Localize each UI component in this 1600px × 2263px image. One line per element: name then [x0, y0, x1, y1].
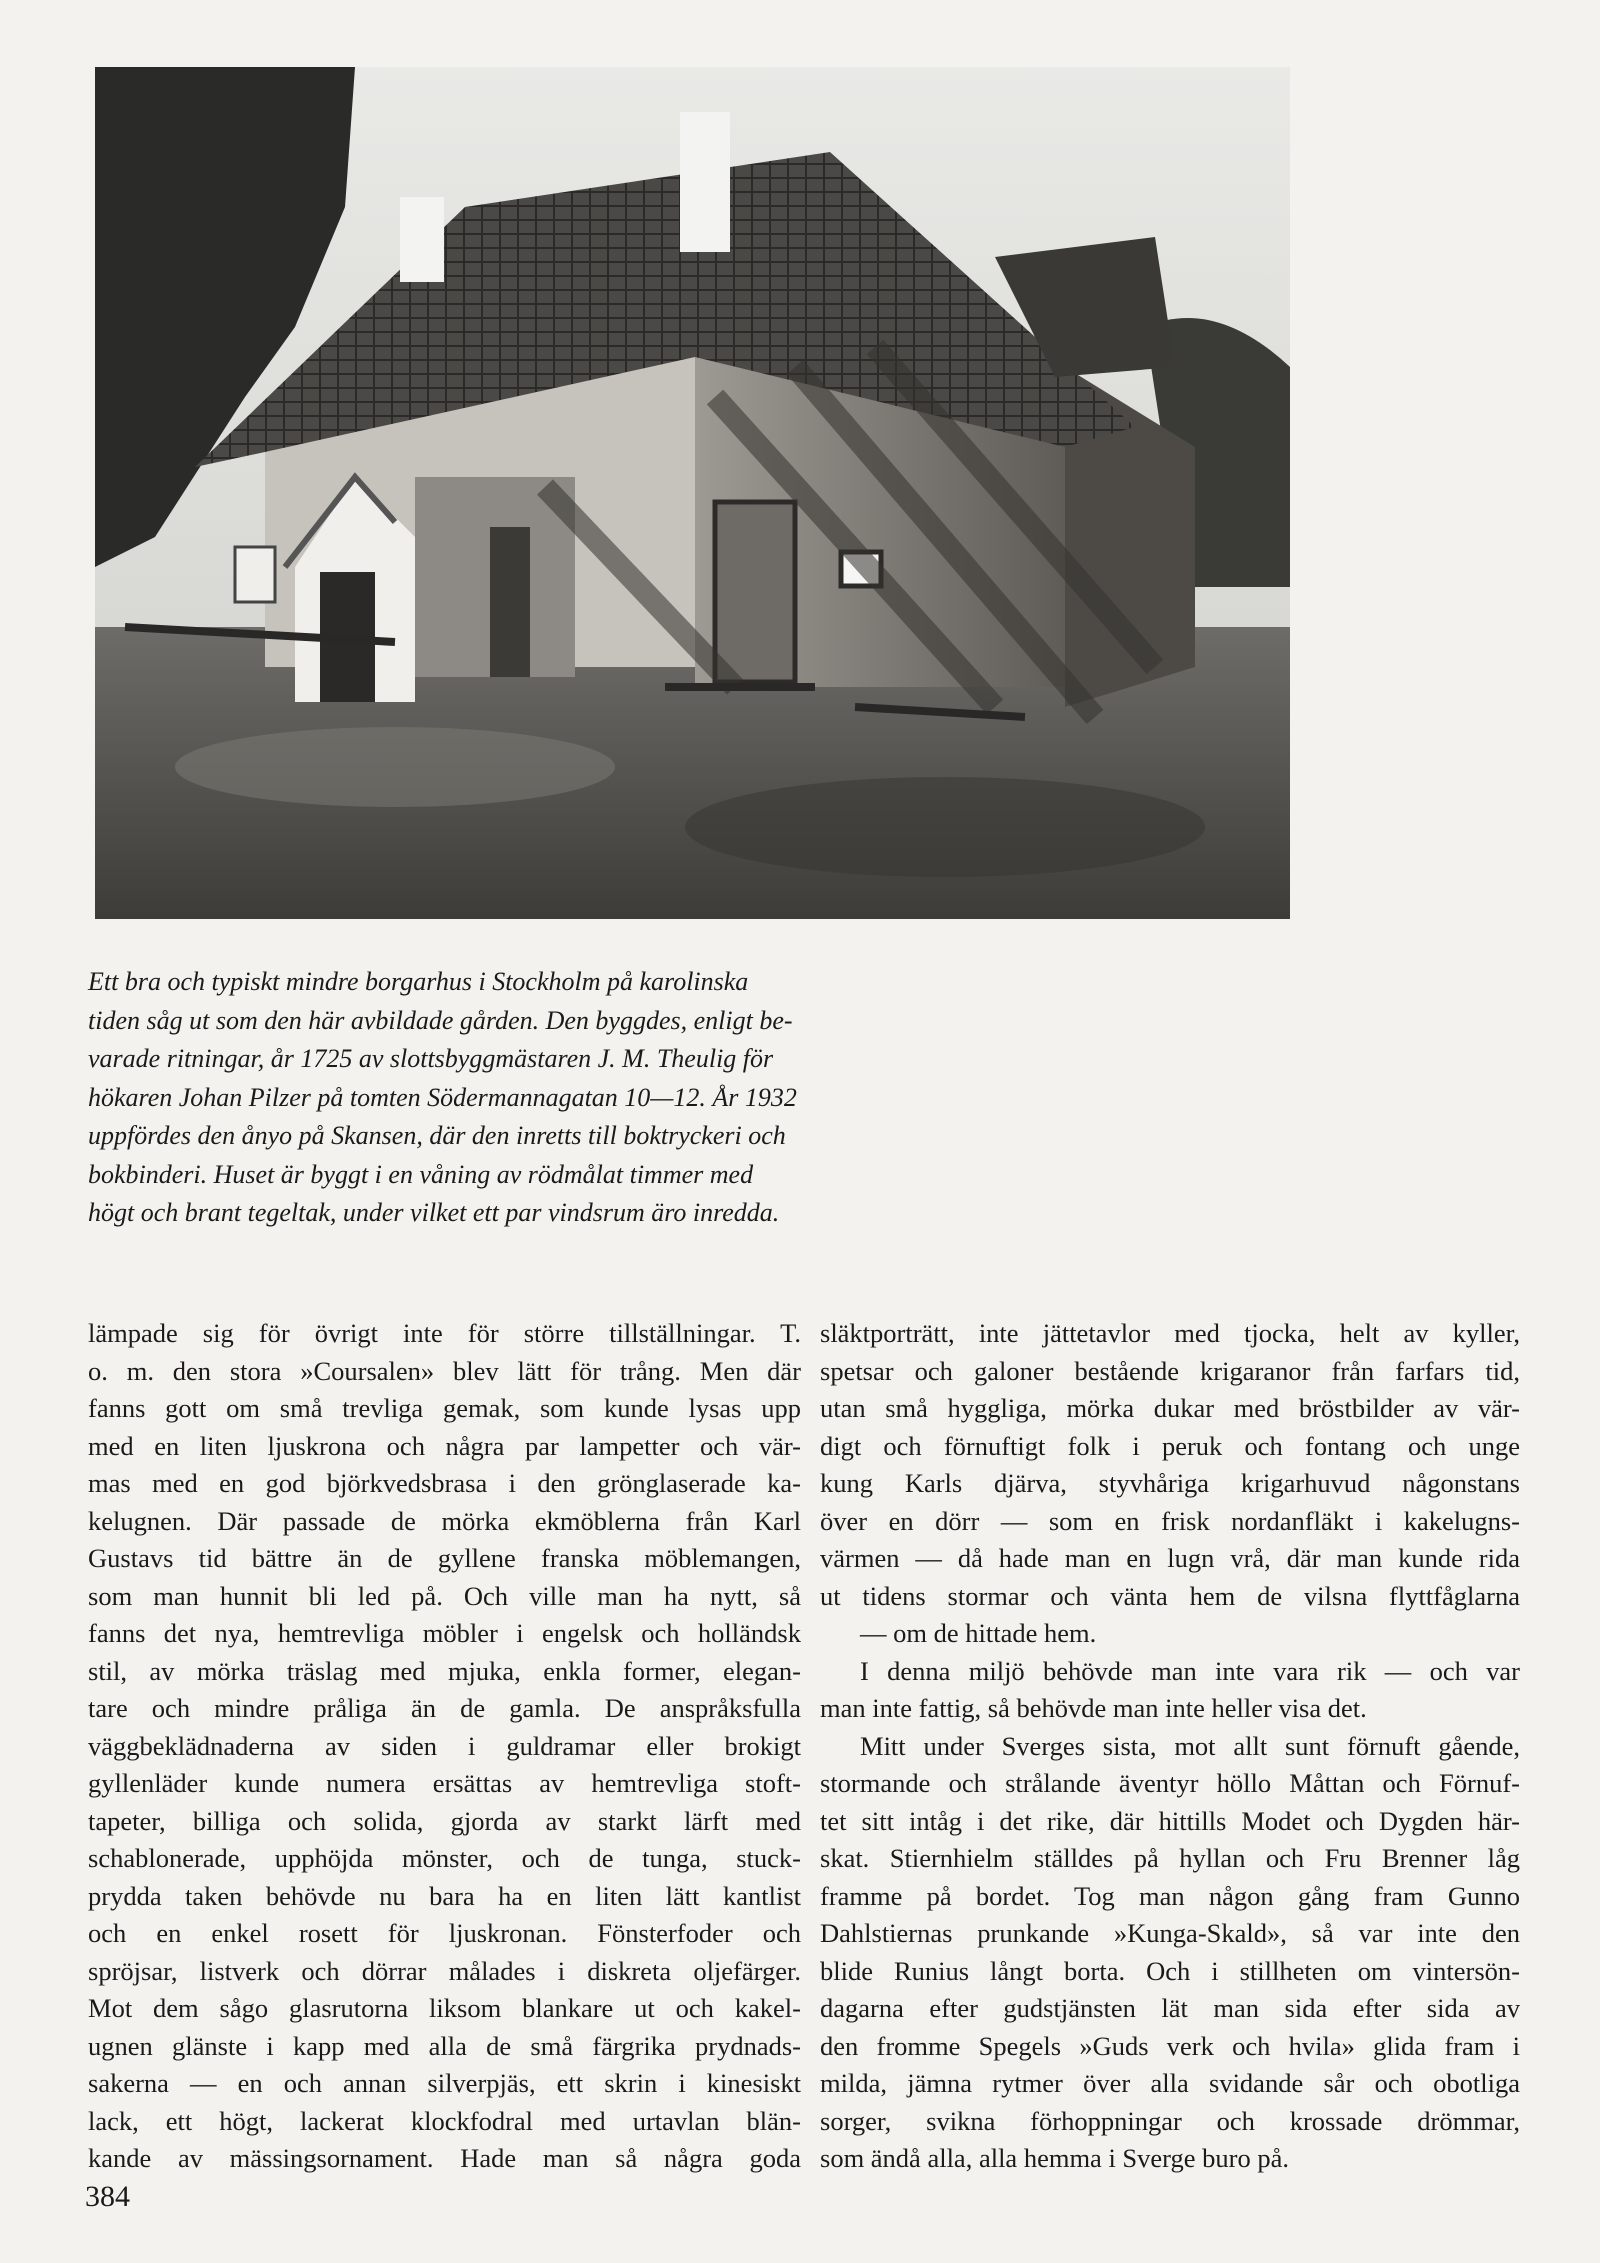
body-line: väggbeklädnaderna av siden i guldramar eller brokigt	[88, 1730, 801, 1761]
body-line: den fromme Spegels »Guds verk och hvila» glida fram i	[820, 2030, 1520, 2061]
body-line: med en liten ljuskrona och några par lampetter och vär-	[88, 1430, 801, 1461]
caption-line: Ett bra och typiskt mindre borgarhus i Stockholm på karolinska	[88, 967, 749, 996]
left-text-column	[88, 1315, 801, 2178]
body-line: tapeter, billiga och solida, gjorda av starkt lärft med	[88, 1805, 801, 1836]
body-line: o. m. den stora »Coursalen» blev lätt för trång. Men där	[88, 1355, 801, 1386]
body-line: lämpade sig för övrigt inte för större tillställningar. T.	[88, 1318, 801, 1348]
body-line: blide Runius långt borta. Och i stillheten om vintersön-	[820, 1955, 1520, 1986]
caption-line: högt och brant tegeltak, under vilket ett par vindsrum äro inredda.	[88, 1198, 780, 1227]
body-line: släktporträtt, inte jättetavlor med tjocka, helt av kyller,	[820, 1318, 1520, 1348]
body-line: fanns det nya, hemtrevliga möbler i engelsk och holländsk	[88, 1618, 801, 1648]
body-line: Mot dem sågo glasrutorna liksom blankare ut och kakel-	[88, 1993, 801, 2023]
body-line: kelugnen. Där passade de mörka ekmöblerna från Karl	[88, 1505, 801, 1536]
body-line: framme på bordet. Tog man någon gång fram Gunno	[820, 1880, 1520, 1911]
body-line: milda, jämna rytmer över alla svidande sår och obotliga	[820, 2068, 1520, 2098]
caption-line: varade ritningar, år 1725 av slottsbyggmästaren J. M. Theulig för	[88, 1044, 774, 1073]
page-number: 384	[85, 2180, 130, 2213]
body-line: dagarna efter gudstjänsten lät man sida efter sida av	[820, 1993, 1520, 2023]
body-line: fanns gott om små trevliga gemak, som kunde lysas upp	[88, 1393, 801, 1423]
body-line: I denna miljö behövde man inte vara rik — och var	[860, 1655, 1520, 1686]
body-line: över en dörr — som en frisk nordanfläkt i kakelugns-	[820, 1505, 1520, 1536]
body-line: man inte fattig, så behövde man inte heller visa det.	[820, 1693, 1367, 1723]
right-text-column	[820, 1315, 1520, 2178]
body-line: digt och förnuftigt folk i peruk och fontang och unge	[820, 1430, 1520, 1461]
body-line: Mitt under Sverges sista, mot allt sunt förnuft gående,	[860, 1730, 1520, 1761]
body-line: Gustavs tid bättre än de gyllene franska möblemangen,	[88, 1543, 801, 1573]
body-line: mas med en god björkvedsbrasa i den grönglaserade ka-	[88, 1468, 801, 1498]
body-line: lack, ett högt, lackerat klockfodral med urtavlan blän-	[88, 2105, 801, 2136]
body-line: tare och mindre pråliga än de gamla. De anspråksfulla	[88, 1693, 801, 1723]
caption-line: bokbinderi. Huset är byggt i en våning av rödmålat timmer med	[88, 1159, 754, 1189]
body-line: spröjsar, listverk och dörrar målades i diskreta oljefärger.	[88, 1955, 801, 1986]
body-line: som man hunnit bli led på. Och ville man ha nytt, så	[88, 1580, 801, 1611]
body-line: prydda taken behövde nu bara ha en liten lätt kantlist	[88, 1880, 801, 1911]
body-line: — om de hittade hem.	[860, 1618, 1097, 1648]
caption-line: hökaren Johan Pilzer på tomten Södermannagatan 10—12. År 1932	[88, 1082, 797, 1112]
body-line: spetsar och galoner bestående krigaranor från farfars tid,	[820, 1355, 1520, 1386]
house-photograph	[95, 67, 1290, 919]
body-line: och en enkel rosett för ljuskronan. Fönsterfoder och	[88, 1918, 801, 1948]
body-line: värmen — då hade man en lugn vrå, där man kunde rida	[820, 1543, 1520, 1573]
body-line: ugnen glänste i kapp med alla de små färgrika prydnads-	[88, 2030, 801, 2061]
body-line: kande av mässingsornament. Hade man så några goda	[88, 2143, 801, 2173]
body-line: schablonerade, upphöjda mönster, och de tunga, stuck-	[88, 1843, 801, 1873]
body-line: skat. Stiernhielm ställdes på hyllan och Fru Brenner låg	[820, 1843, 1520, 1873]
body-line: Dahlstiernas prunkande »Kunga-Skald», så var inte den	[820, 1918, 1520, 1948]
house-photo-icon	[95, 67, 1290, 919]
body-line: som ändå alla, alla hemma i Sverge buro på.	[820, 2143, 1290, 2173]
body-line: kung Karls djärva, styvhåriga krigarhuvud någonstans	[820, 1468, 1520, 1498]
body-line: sakerna — en och annan silverpjäs, ett skrin i kinesiskt	[88, 2068, 801, 2098]
photo-caption	[88, 963, 958, 1233]
body-line: stormande och strålande äventyr höllo Måttan och Förnuf-	[820, 1768, 1520, 1798]
body-line: tet sitt intåg i det rike, där hittills Modet och Dygden här-	[820, 1805, 1520, 1836]
body-line: utan små hyggliga, mörka dukar med bröstbilder av vär-	[820, 1393, 1520, 1423]
body-line: gyllenläder kunde numera ersättas av hemtrevliga stoft-	[88, 1768, 801, 1798]
body-line: stil, av mörka träslag med mjuka, enkla former, elegan-	[88, 1655, 801, 1686]
caption-line: tiden såg ut som den här avbildade gården. Den byggdes, enligt be-	[88, 1005, 793, 1035]
body-line: sorger, svikna förhoppningar och krossade drömmar,	[820, 2105, 1520, 2136]
caption-line: uppfördes den ånyo på Skansen, där den inretts till boktryckeri och	[88, 1121, 786, 1150]
body-line: ut tidens stormar och vänta hem de vilsna flyttfåglarna	[820, 1580, 1520, 1611]
